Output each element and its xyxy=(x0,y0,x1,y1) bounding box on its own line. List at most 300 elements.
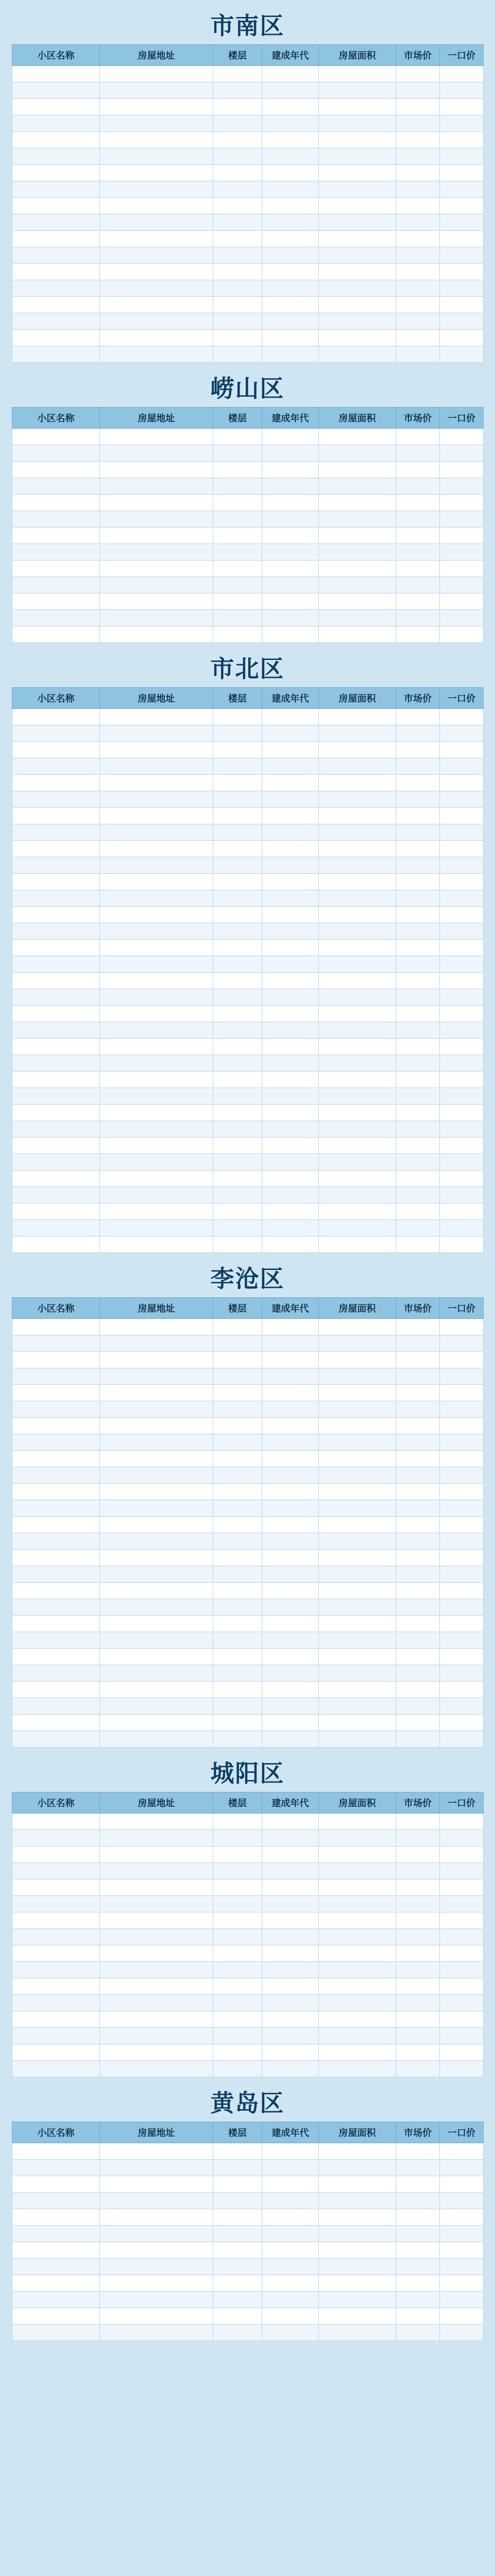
cell-address xyxy=(100,594,213,610)
cell-floor xyxy=(213,1978,262,1995)
cell-area xyxy=(319,742,396,758)
table-row xyxy=(12,1368,484,1385)
cell-area xyxy=(319,1236,396,1253)
cell-name xyxy=(12,1335,100,1352)
listing-table xyxy=(12,2122,484,2341)
cell-address xyxy=(100,544,213,561)
cell-total xyxy=(440,165,484,181)
cell-price xyxy=(396,115,440,132)
cell-name xyxy=(12,198,100,214)
cell-floor xyxy=(213,907,262,923)
cell-area xyxy=(319,429,396,445)
col-header-area: 房屋面积 xyxy=(319,1792,396,1814)
cell-address xyxy=(100,940,213,956)
cell-price xyxy=(396,2259,440,2275)
table-row xyxy=(12,1236,484,1253)
table-row xyxy=(12,1187,484,1204)
cell-area xyxy=(319,1599,396,1616)
cell-floor xyxy=(213,1616,262,1632)
table-row xyxy=(12,330,484,346)
cell-total xyxy=(440,1352,484,1368)
cell-area xyxy=(319,2259,396,2275)
cell-area xyxy=(319,544,396,561)
cell-area xyxy=(319,1846,396,1863)
region-section xyxy=(12,7,483,363)
cell-address xyxy=(100,2193,213,2209)
cell-name xyxy=(12,725,100,742)
cell-total xyxy=(440,1517,484,1533)
cell-name xyxy=(12,462,100,478)
cell-name xyxy=(12,874,100,890)
cell-name xyxy=(12,1138,100,1154)
cell-floor xyxy=(213,99,262,115)
table-row xyxy=(12,1830,484,1846)
cell-total xyxy=(440,1451,484,1467)
cell-total xyxy=(440,2143,484,2160)
cell-address xyxy=(100,1616,213,1632)
table-row xyxy=(12,346,484,363)
cell-year xyxy=(262,2308,319,2325)
cell-year xyxy=(262,544,319,561)
cell-floor xyxy=(213,1929,262,1945)
cell-year xyxy=(262,2209,319,2226)
col-header-floor: 楼层 xyxy=(213,688,262,709)
cell-name xyxy=(12,1204,100,1220)
cell-floor xyxy=(213,495,262,511)
cell-floor xyxy=(213,561,262,577)
cell-year xyxy=(262,857,319,874)
cell-year xyxy=(262,1599,319,1616)
cell-price xyxy=(396,824,440,841)
cell-floor xyxy=(213,297,262,313)
table-row xyxy=(12,973,484,989)
cell-address xyxy=(100,1154,213,1171)
cell-name xyxy=(12,1171,100,1187)
cell-total xyxy=(440,824,484,841)
table-row xyxy=(12,313,484,330)
header-row xyxy=(12,1792,484,1814)
cell-price xyxy=(396,264,440,280)
cell-total xyxy=(440,511,484,528)
cell-price xyxy=(396,1385,440,1401)
cell-year xyxy=(262,1517,319,1533)
cell-address xyxy=(100,1583,213,1599)
cell-name xyxy=(12,1401,100,1418)
cell-address xyxy=(100,1138,213,1154)
cell-price xyxy=(396,1088,440,1105)
cell-area xyxy=(319,874,396,890)
region-title: 市北区 xyxy=(210,655,285,683)
cell-area xyxy=(319,1451,396,1467)
cell-year xyxy=(262,247,319,264)
cell-address xyxy=(100,1022,213,1039)
cell-price xyxy=(396,2325,440,2341)
cell-area xyxy=(319,1616,396,1632)
cell-area xyxy=(319,940,396,956)
cell-floor xyxy=(213,2209,262,2226)
cell-year xyxy=(262,1385,319,1401)
table-row xyxy=(12,478,484,495)
cell-price xyxy=(396,2242,440,2259)
cell-price xyxy=(396,1039,440,1055)
table-row xyxy=(12,1105,484,1121)
cell-price xyxy=(396,1945,440,1962)
cell-name xyxy=(12,1830,100,1846)
cell-name xyxy=(12,2209,100,2226)
table-row xyxy=(12,1204,484,1220)
cell-floor xyxy=(213,2193,262,2209)
col-header-area: 房屋面积 xyxy=(319,1298,396,1319)
cell-price xyxy=(396,1863,440,1879)
table-row xyxy=(12,841,484,857)
cell-year xyxy=(262,989,319,1006)
cell-total xyxy=(440,1022,484,1039)
cell-address xyxy=(100,1929,213,1945)
cell-address xyxy=(100,2028,213,2044)
cell-year xyxy=(262,709,319,725)
cell-address xyxy=(100,989,213,1006)
cell-total xyxy=(440,1912,484,1929)
cell-name xyxy=(12,610,100,626)
cell-address xyxy=(100,1599,213,1616)
col-header-area: 房屋面积 xyxy=(319,2122,396,2143)
cell-name xyxy=(12,1665,100,1682)
cell-area xyxy=(319,1665,396,1682)
table-row xyxy=(12,2242,484,2259)
cell-floor xyxy=(213,1434,262,1451)
cell-name xyxy=(12,330,100,346)
cell-year xyxy=(262,874,319,890)
table-body xyxy=(12,2143,484,2341)
cell-year xyxy=(262,594,319,610)
cell-address xyxy=(100,874,213,890)
cell-floor xyxy=(213,1105,262,1121)
cell-name xyxy=(12,1500,100,1517)
table-header xyxy=(12,45,484,66)
table-row xyxy=(12,2226,484,2242)
cell-name xyxy=(12,1814,100,1830)
cell-name xyxy=(12,1715,100,1731)
cell-year xyxy=(262,1467,319,1484)
cell-year xyxy=(262,1533,319,1550)
cell-price xyxy=(396,1715,440,1731)
cell-address xyxy=(100,1830,213,1846)
cell-floor xyxy=(213,214,262,231)
cell-area xyxy=(319,2325,396,2341)
table-row xyxy=(12,1945,484,1962)
cell-year xyxy=(262,1022,319,1039)
table-header xyxy=(12,1792,484,1814)
cell-floor xyxy=(213,791,262,808)
cell-price xyxy=(396,610,440,626)
cell-address xyxy=(100,445,213,462)
cell-year xyxy=(262,824,319,841)
cell-floor xyxy=(213,165,262,181)
cell-price xyxy=(396,626,440,643)
cell-total xyxy=(440,148,484,165)
cell-area xyxy=(319,1566,396,1583)
cell-area xyxy=(319,775,396,791)
cell-address xyxy=(100,1072,213,1088)
cell-total xyxy=(440,1715,484,1731)
col-header-address: 房屋地址 xyxy=(100,45,213,66)
cell-area xyxy=(319,346,396,363)
cell-year xyxy=(262,1335,319,1352)
cell-floor xyxy=(213,709,262,725)
cell-name xyxy=(12,115,100,132)
cell-price xyxy=(396,1879,440,1896)
cell-floor xyxy=(213,1846,262,1863)
col-header-address: 房屋地址 xyxy=(100,688,213,709)
cell-year xyxy=(262,1550,319,1566)
cell-area xyxy=(319,2028,396,2044)
table-row xyxy=(12,280,484,297)
cell-price xyxy=(396,1022,440,1039)
cell-floor xyxy=(213,1583,262,1599)
col-header-floor: 楼层 xyxy=(213,408,262,429)
cell-price xyxy=(396,709,440,725)
cell-address xyxy=(100,1385,213,1401)
cell-total xyxy=(440,82,484,99)
cell-year xyxy=(262,1846,319,1863)
cell-name xyxy=(12,1105,100,1121)
table-row xyxy=(12,66,484,82)
table-body xyxy=(12,66,484,363)
cell-floor xyxy=(213,429,262,445)
cell-year xyxy=(262,1039,319,1055)
cell-area xyxy=(319,82,396,99)
cell-name xyxy=(12,989,100,1006)
cell-total xyxy=(440,907,484,923)
cell-price xyxy=(396,1962,440,1978)
table-row xyxy=(12,1698,484,1715)
cell-address xyxy=(100,1814,213,1830)
table-row xyxy=(12,940,484,956)
cell-price xyxy=(396,2160,440,2176)
cell-name xyxy=(12,824,100,841)
cell-price xyxy=(396,989,440,1006)
cell-name xyxy=(12,181,100,198)
cell-total xyxy=(440,66,484,82)
cell-floor xyxy=(213,2028,262,2044)
cell-year xyxy=(262,429,319,445)
cell-year xyxy=(262,890,319,907)
region-section xyxy=(12,2084,483,2341)
cell-year xyxy=(262,445,319,462)
cell-address xyxy=(100,1352,213,1368)
cell-year xyxy=(262,1484,319,1500)
col-header-area: 房屋面积 xyxy=(319,688,396,709)
cell-area xyxy=(319,758,396,775)
cell-address xyxy=(100,857,213,874)
table-row xyxy=(12,561,484,577)
cell-price xyxy=(396,132,440,148)
cell-year xyxy=(262,1715,319,1731)
cell-floor xyxy=(213,1715,262,1731)
cell-year xyxy=(262,1105,319,1121)
cell-name xyxy=(12,297,100,313)
cell-area xyxy=(319,923,396,940)
cell-name xyxy=(12,923,100,940)
table-row xyxy=(12,890,484,907)
cell-year xyxy=(262,1995,319,2011)
cell-price xyxy=(396,1220,440,1236)
cell-price xyxy=(396,165,440,181)
cell-area xyxy=(319,1072,396,1088)
cell-total xyxy=(440,346,484,363)
cell-area xyxy=(319,115,396,132)
cell-name xyxy=(12,1945,100,1962)
cell-address xyxy=(100,1731,213,1748)
cell-area xyxy=(319,330,396,346)
cell-name xyxy=(12,1236,100,1253)
col-header-floor: 楼层 xyxy=(213,1792,262,1814)
cell-address xyxy=(100,478,213,495)
cell-address xyxy=(100,511,213,528)
cell-address xyxy=(100,1335,213,1352)
cell-year xyxy=(262,511,319,528)
cell-price xyxy=(396,1830,440,1846)
cell-total xyxy=(440,1154,484,1171)
cell-price xyxy=(396,511,440,528)
cell-total xyxy=(440,2242,484,2259)
cell-total xyxy=(440,1995,484,2011)
region-title: 崂山区 xyxy=(210,375,285,402)
cell-name xyxy=(12,709,100,725)
cell-floor xyxy=(213,758,262,775)
table-row xyxy=(12,725,484,742)
cell-area xyxy=(319,1385,396,1401)
cell-floor xyxy=(213,1533,262,1550)
cell-year xyxy=(262,1171,319,1187)
cell-floor xyxy=(213,1698,262,1715)
cell-floor xyxy=(213,1467,262,1484)
cell-name xyxy=(12,1006,100,1022)
cell-total xyxy=(440,214,484,231)
table-row xyxy=(12,1814,484,1830)
cell-floor xyxy=(213,1385,262,1401)
cell-price xyxy=(396,297,440,313)
cell-name xyxy=(12,940,100,956)
col-header-total: 一口价 xyxy=(440,1792,484,1814)
cell-name xyxy=(12,2226,100,2242)
cell-area xyxy=(319,462,396,478)
cell-name xyxy=(12,1220,100,1236)
cell-name xyxy=(12,1039,100,1055)
cell-name xyxy=(12,1929,100,1945)
cell-year xyxy=(262,2011,319,2028)
col-header-total: 一口价 xyxy=(440,1298,484,1319)
cell-address xyxy=(100,1863,213,1879)
cell-floor xyxy=(213,2259,262,2275)
cell-total xyxy=(440,1418,484,1434)
cell-name xyxy=(12,1088,100,1105)
table-row xyxy=(12,1500,484,1517)
cell-price xyxy=(396,198,440,214)
cell-price xyxy=(396,2143,440,2160)
cell-name xyxy=(12,1682,100,1698)
cell-price xyxy=(396,1814,440,1830)
cell-year xyxy=(262,2226,319,2242)
cell-year xyxy=(262,775,319,791)
table-header xyxy=(12,408,484,429)
cell-price xyxy=(396,1368,440,1385)
table-row xyxy=(12,181,484,198)
cell-year xyxy=(262,2143,319,2160)
table-row xyxy=(12,544,484,561)
cell-total xyxy=(440,808,484,824)
cell-name xyxy=(12,1995,100,2011)
cell-floor xyxy=(213,1500,262,1517)
cell-address xyxy=(100,808,213,824)
cell-total xyxy=(440,2292,484,2308)
cell-floor xyxy=(213,2292,262,2308)
cell-address xyxy=(100,824,213,841)
cell-area xyxy=(319,1715,396,1731)
cell-area xyxy=(319,2292,396,2308)
cell-floor xyxy=(213,1401,262,1418)
cell-year xyxy=(262,1204,319,1220)
cell-address xyxy=(100,1401,213,1418)
cell-year xyxy=(262,115,319,132)
cell-total xyxy=(440,940,484,956)
cell-area xyxy=(319,577,396,594)
cell-year xyxy=(262,1319,319,1335)
table-row xyxy=(12,709,484,725)
listing-table xyxy=(12,1792,484,2077)
cell-price xyxy=(396,99,440,115)
cell-total xyxy=(440,1533,484,1550)
col-header-area: 房屋面积 xyxy=(319,45,396,66)
cell-name xyxy=(12,1698,100,1715)
table-row xyxy=(12,1912,484,1929)
cell-area xyxy=(319,1401,396,1418)
table-row xyxy=(12,1072,484,1088)
cell-name xyxy=(12,1517,100,1533)
cell-total xyxy=(440,577,484,594)
table-row xyxy=(12,99,484,115)
listing-table xyxy=(12,407,484,643)
cell-area xyxy=(319,495,396,511)
cell-area xyxy=(319,1912,396,1929)
table-row xyxy=(12,1566,484,1583)
table-row xyxy=(12,1171,484,1187)
table-row xyxy=(12,1517,484,1533)
cell-total xyxy=(440,198,484,214)
table-row xyxy=(12,2292,484,2308)
cell-address xyxy=(100,973,213,989)
cell-name xyxy=(12,346,100,363)
cell-total xyxy=(440,626,484,643)
cell-price xyxy=(396,956,440,973)
cell-year xyxy=(262,1912,319,1929)
cell-floor xyxy=(213,231,262,247)
table-row xyxy=(12,264,484,280)
table-row xyxy=(12,115,484,132)
cell-area xyxy=(319,2308,396,2325)
table-row xyxy=(12,1039,484,1055)
cell-year xyxy=(262,1978,319,1995)
cell-name xyxy=(12,956,100,973)
table-row xyxy=(12,824,484,841)
cell-year xyxy=(262,940,319,956)
cell-price xyxy=(396,148,440,165)
cell-total xyxy=(440,989,484,1006)
table-row xyxy=(12,808,484,824)
cell-name xyxy=(12,1022,100,1039)
cell-area xyxy=(319,1138,396,1154)
table-row xyxy=(12,1929,484,1945)
